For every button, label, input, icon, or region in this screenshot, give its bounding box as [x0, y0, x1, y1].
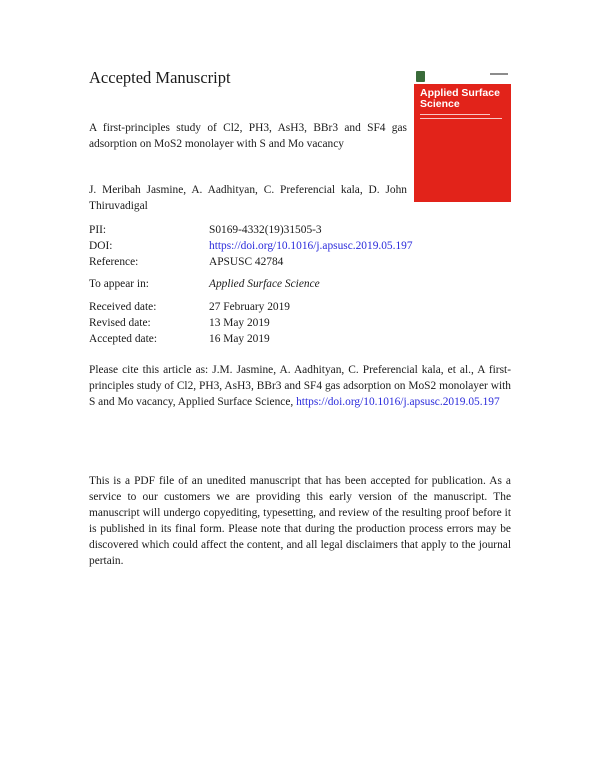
cover-journal-title: Applied Surface Science: [420, 87, 500, 110]
received-row: [89, 299, 519, 315]
reference-value: APSUSC 42784: [209, 256, 284, 268]
accepted-label: Accepted date:: [89, 333, 157, 345]
cover-top-bar: [414, 69, 511, 84]
citation-text: Please cite this article as: J.M. Jasmine, A. Aadhityan, C. Preferencial kala, et al., A first-principles study of Cl2, PH3, AsH3, BBr3 and SF4 gas adsorption on MoS2 monolayer with S and Mo vacancy, Applied Surface Science,: [89, 364, 511, 408]
cover-text-line: [420, 114, 490, 115]
doi-label: DOI:: [89, 240, 113, 252]
reference-label: Reference:: [89, 256, 139, 268]
revised-label: Revised date:: [89, 317, 151, 329]
doi-link[interactable]: https://doi.org/10.1016/j.apsusc.2019.05.197: [209, 240, 413, 252]
cover-text-line: [420, 118, 502, 119]
citation-paragraph: [89, 362, 511, 410]
journal-cover-image: [414, 69, 511, 202]
appear-value: Applied Surface Science: [209, 278, 320, 290]
accepted-value: 16 May 2019: [209, 333, 270, 345]
revised-value: 13 May 2019: [209, 317, 270, 329]
received-value: 27 February 2019: [209, 301, 290, 313]
received-label: Received date:: [89, 301, 157, 313]
accepted-row: [89, 331, 519, 347]
manuscript-notice: This is a PDF file of an unedited manuscript that has been accepted for publication. As a service to our customers we are providing this early version of the manuscript. The manuscript will undergo copyediting, typesetting, and review of the resulting proof before it is published in its final form. Please note that during the production process errors may be discovered which could affect the content, and all legal disclaimers that apply to the journal pertain.: [89, 475, 511, 567]
doi-row: [89, 238, 519, 254]
cover-volume-mark: [490, 73, 508, 75]
pii-label: PII:: [89, 224, 107, 236]
appear-row: [89, 276, 519, 292]
dates-block: [89, 299, 519, 347]
reference-row: [89, 254, 519, 270]
pii-row: [89, 222, 519, 238]
pii-value: S0169-4332(19)31505-3: [209, 224, 322, 236]
identifier-block: [89, 222, 519, 270]
appear-label: To appear in:: [89, 278, 149, 290]
article-title: A first-principles study of Cl2, PH3, AsH3, BBr3 and SF4 gas adsorption on MoS2 monolayer with S and Mo vacancy: [89, 122, 407, 150]
article-authors: J. Meribah Jasmine, A. Aadhityan, C. Preferencial kala, D. John Thiruvadigal: [89, 184, 407, 212]
appear-block: [89, 276, 519, 292]
elsevier-logo-icon: [416, 71, 425, 82]
citation-doi-link[interactable]: https://doi.org/10.1016/j.apsusc.2019.05.197: [296, 396, 500, 408]
page-heading: Accepted Manuscript: [89, 68, 231, 87]
revised-row: [89, 315, 519, 331]
